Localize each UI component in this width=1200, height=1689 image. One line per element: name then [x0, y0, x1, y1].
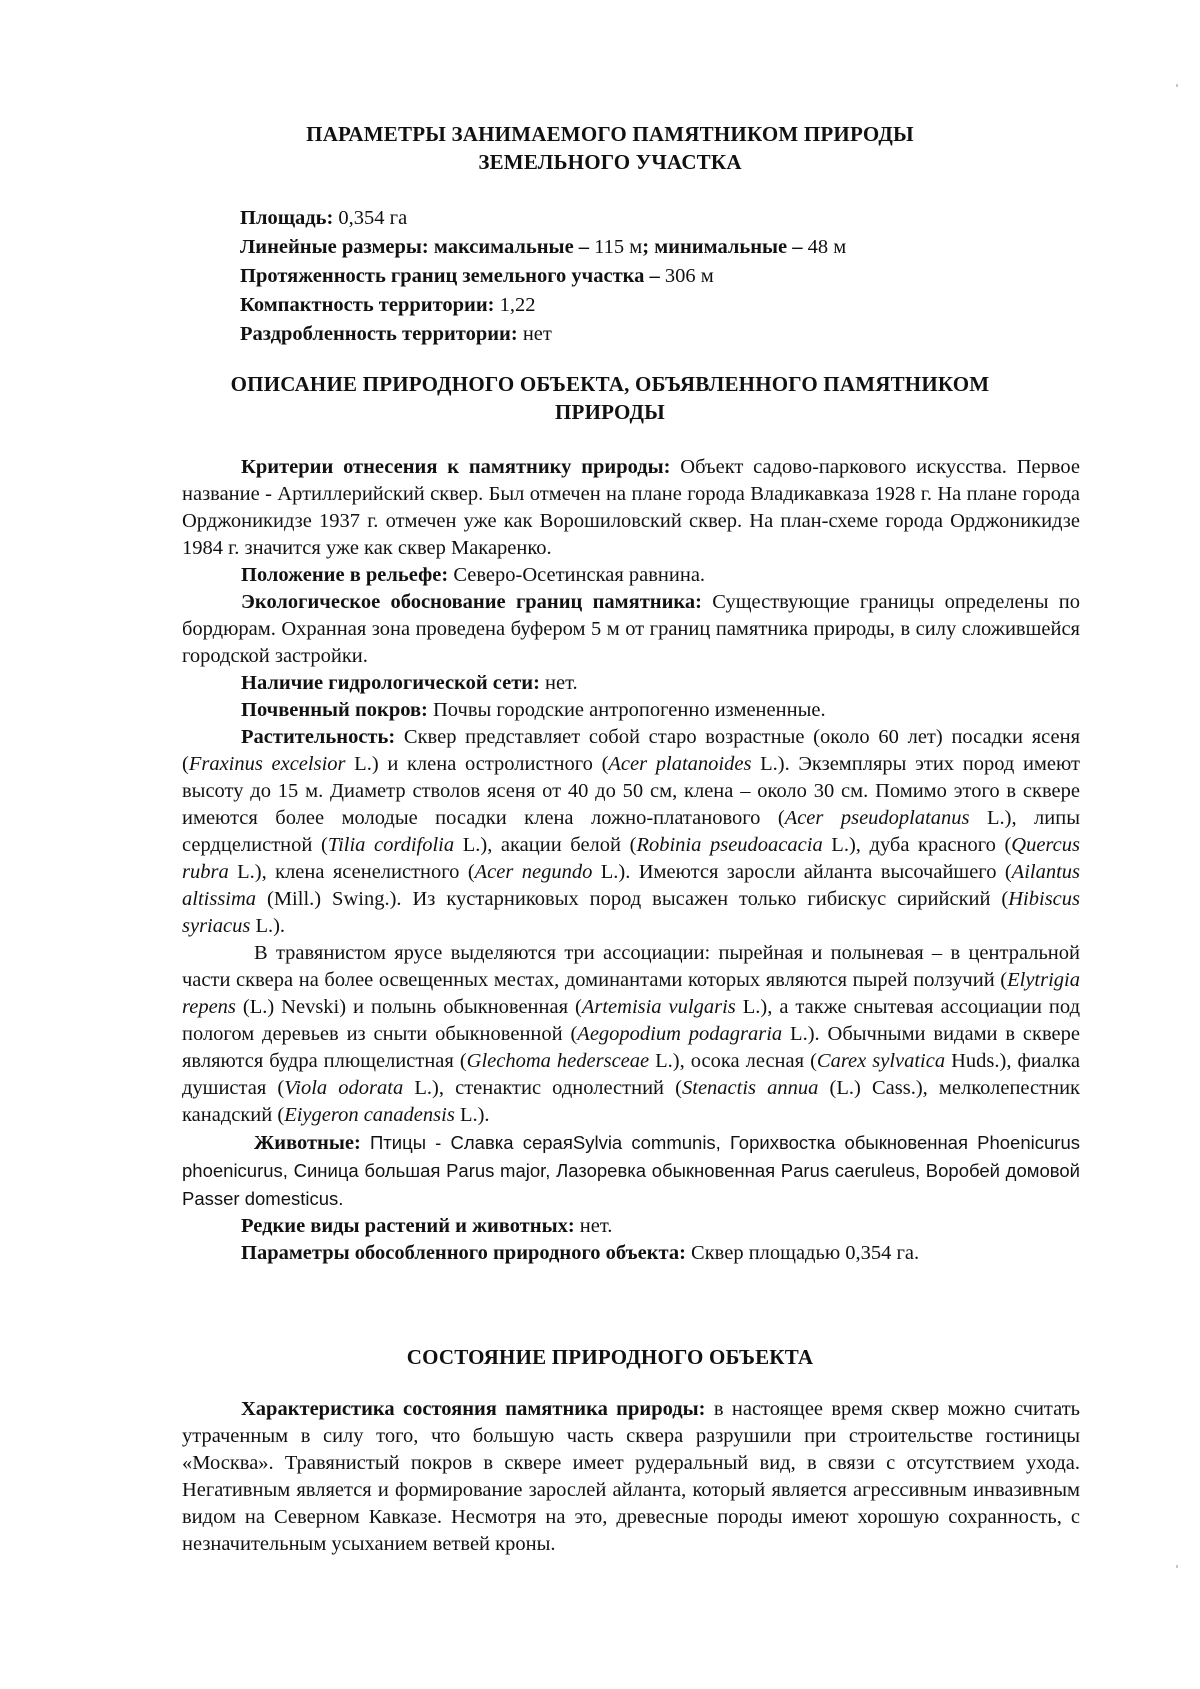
species-name: Aegopodium podagraria: [577, 1023, 783, 1045]
paragraph-ecological-boundaries: [182, 589, 1080, 670]
paragraph-soil: [182, 697, 1080, 724]
criteria-label: Критерии отнесения к памятнику природы:: [241, 456, 671, 478]
section-description-title-line2: ПРИРОДЫ: [555, 400, 665, 424]
animals-label: Животные:: [254, 1132, 361, 1154]
section-state-title: [160, 1343, 1060, 1371]
hydro-label: Наличие гидрологической сети:: [241, 672, 540, 694]
section-state-title-text: СОСТОЯНИЕ ПРИРОДНОГО ОБЪЕКТА: [406, 1345, 814, 1369]
vegetation-text: L.).: [250, 915, 286, 937]
species-name: Artemisia vulgaris: [581, 996, 736, 1018]
paragraph-isolated-object: [182, 1240, 1080, 1267]
scan-speck: [1176, 1565, 1178, 1568]
section-parameters-title-line2: ЗЕМЕЛЬНОГО УЧАСТКА: [478, 150, 742, 174]
param-compact-label: Компактность территории:: [240, 294, 495, 316]
eco-label: Экологическое обоснование границ памятника:: [241, 591, 703, 613]
species-name: Acer platanoides: [608, 753, 752, 775]
species-name: Acer negundo: [474, 861, 593, 883]
vegetation-text: (Mill.) Swing.). Из кустарниковых пород высажен только гибискус сирийский (: [256, 888, 1009, 910]
section-parameters-title-line1: ПАРАМЕТРЫ ЗАНИМАЕМОГО ПАМЯТНИКОМ ПРИРОДЫ: [306, 122, 914, 146]
state-label: Характеристика состояния памятника природы:: [241, 1398, 706, 1420]
state-body: [182, 1396, 1080, 1558]
rare-text: нет.: [574, 1215, 613, 1237]
paragraph-hydrology: [182, 670, 1080, 697]
param-area: [240, 205, 1100, 234]
paragraph-animals: [182, 1129, 1080, 1213]
param-linear-max: 115 м: [594, 236, 643, 258]
herb-text: L.), а также снытевая ассоциации под пологом деревьев из сныти обыкновенной (: [182, 996, 1080, 1045]
species-name: Tilia cordifolia: [327, 834, 455, 856]
species-name: Stenactis annua: [682, 1077, 819, 1099]
species-name: Fraxinus excelsior: [188, 753, 346, 775]
vegetation-text: L.), дуба красного (: [822, 834, 1012, 856]
param-compact-value: 1,22: [494, 294, 536, 316]
species-name: Glechoma hedersceae: [466, 1050, 650, 1072]
herb-text: L.), осока лесная (: [649, 1050, 817, 1072]
relief-text: Северо-Осетинская равнина.: [448, 564, 706, 586]
paragraph-rare-species: [182, 1213, 1080, 1240]
param-fragment-label: Раздробленность территории:: [240, 323, 518, 345]
species-name: Viola odorata: [284, 1077, 404, 1099]
param-linear-size: [240, 234, 1100, 263]
herb-text: (L.) Nevski) и полынь обыкновенная (: [235, 996, 582, 1018]
vegetation-label: Растительность:: [241, 726, 396, 748]
vegetation-text: L.). Имеются заросли айланта высочайшего (: [592, 861, 1012, 883]
vegetation-text: L.) и клена остролистного (: [345, 753, 609, 775]
relief-label: Положение в рельефе:: [241, 564, 449, 586]
scan-speck: [1176, 84, 1178, 87]
param-border-label: Протяженность границ земельного участка –: [240, 265, 665, 287]
description-body: [182, 454, 1080, 1267]
param-fragment-value: нет: [517, 323, 552, 345]
paragraph-state: [182, 1396, 1080, 1558]
herb-text: L.), стенактис однолестний (: [403, 1077, 682, 1099]
species-name: Hibiscus syriacus: [182, 888, 1080, 937]
section-description-title: [160, 370, 1060, 426]
herb-text: L.).: [454, 1104, 490, 1126]
paragraph-herbaceous-layer: [182, 940, 1080, 1129]
isolated-text: Сквер площадью 0,354 га.: [685, 1242, 920, 1264]
soil-text: Почвы городские антропогенно измененные.: [427, 699, 826, 721]
hydro-text: нет.: [539, 672, 578, 694]
section-description-title-line1: ОПИСАНИЕ ПРИРОДНОГО ОБЪЕКТА, ОБЪЯВЛЕННОГО ПАМЯТНИКОМ: [230, 372, 990, 396]
vegetation-text: L.), акации белой (: [454, 834, 637, 856]
vegetation-text: Сквер представляет собой старо возрастные (около 60 лет) посадки ясеня (: [182, 726, 1080, 775]
paragraph-relief: [182, 562, 1080, 589]
animals-text: Птицы - Славка сераяSylvia communis, Горихвостка обыкновенная Phoenicurus phoenicurus, Синица большая Parus major, Лазоревка обыкновенная Parus caeruleus, Воробей домовой Passer domesticus.: [182, 1132, 1080, 1209]
species-name: Eiygeron canadensis: [284, 1104, 455, 1126]
eco-text: Существующие границы определены по бордюрам. Охранная зона проведена буфером 5 м от границ памятника природы, в силу сложившейся городской застройки.: [182, 591, 1080, 667]
param-border-value: 306 м: [664, 265, 714, 287]
param-linear-mid: ; минимальные –: [642, 236, 808, 258]
param-border-length: [240, 263, 1100, 292]
paragraph-criteria: [182, 454, 1080, 562]
vegetation-text: L.). Экземпляры этих пород имеют высоту до 15 м. Диаметр стволов ясеня от 40 до 50 см, клена – около 30 см. Помимо этого в сквере имеются более молодые посадки клена ложно-платанового (: [182, 753, 1080, 829]
soil-label: Почвенный покров:: [241, 699, 428, 721]
paragraph-vegetation: [182, 724, 1080, 940]
species-name: Ailantus altissima: [182, 861, 1081, 910]
vegetation-text: L.), клена ясенелистного (: [228, 861, 475, 883]
vegetation-text: L.), липы сердцелистной (: [182, 807, 1081, 856]
param-linear-label: Линейные размеры: максимальные –: [240, 236, 595, 258]
param-area-value: 0,354 га: [333, 207, 408, 229]
species-name: Robinia pseudoacacia: [636, 834, 823, 856]
herb-text: В травянистом ярусе выделяются три ассоциации: пырейная и полыневая – в центральной части сквера на более освещенных местах, доминантами которых являются пырей ползучий (: [182, 942, 1080, 991]
isolated-label: Параметры обособленного природного объекта:: [241, 1242, 686, 1264]
param-area-label: Площадь:: [240, 207, 334, 229]
species-name: Carex sylvatica: [816, 1050, 946, 1072]
species-name: Elytrigia repens: [182, 969, 1080, 1018]
param-compactness: [240, 292, 1100, 321]
param-linear-min: 48 м: [807, 236, 847, 258]
herb-text: Huds.), фиалка душистая (: [182, 1050, 1080, 1099]
state-text: в настоящее время сквер можно считать утраченным в силу того, что большую часть сквера разрушили при строительстве гостиницы «Москва». Травянистый покров в сквере имеет рудеральный вид, в связи с отсутствием ухода. Негативным является и формирование зарослей айланта, который является агрессивным инвазивным видом на Северном Кавказе. Несмотря на это, древесные породы имеют хорошую сохранность, с незначительным усыханием ветвей кроны.: [182, 1398, 1081, 1555]
rare-label: Редкие виды растений и животных:: [241, 1215, 575, 1237]
species-name: Quercus rubra: [182, 834, 1080, 883]
criteria-text: Объект садово-паркового искусства. Первое название - Артиллерийский сквер. Был отмечен на плане города Владикавказа 1928 г. На плане города Орджоникидзе 1937 г. отмечен уже как Ворошиловский сквер. На план-схеме города Орджоникидзе 1984 г. значится уже как сквер Макаренко.: [182, 456, 1081, 559]
param-fragmentation: [240, 321, 1100, 350]
species-name: Acer pseudoplatanus: [784, 807, 970, 829]
herb-text: L.). Обычными видами в сквере являются будра плющелистная (: [182, 1023, 1080, 1072]
parameters-list: [240, 205, 1100, 350]
herb-text: (L.) Cass.), мелколепестник канадский (: [182, 1077, 1080, 1126]
section-parameters-title: [160, 120, 1060, 176]
